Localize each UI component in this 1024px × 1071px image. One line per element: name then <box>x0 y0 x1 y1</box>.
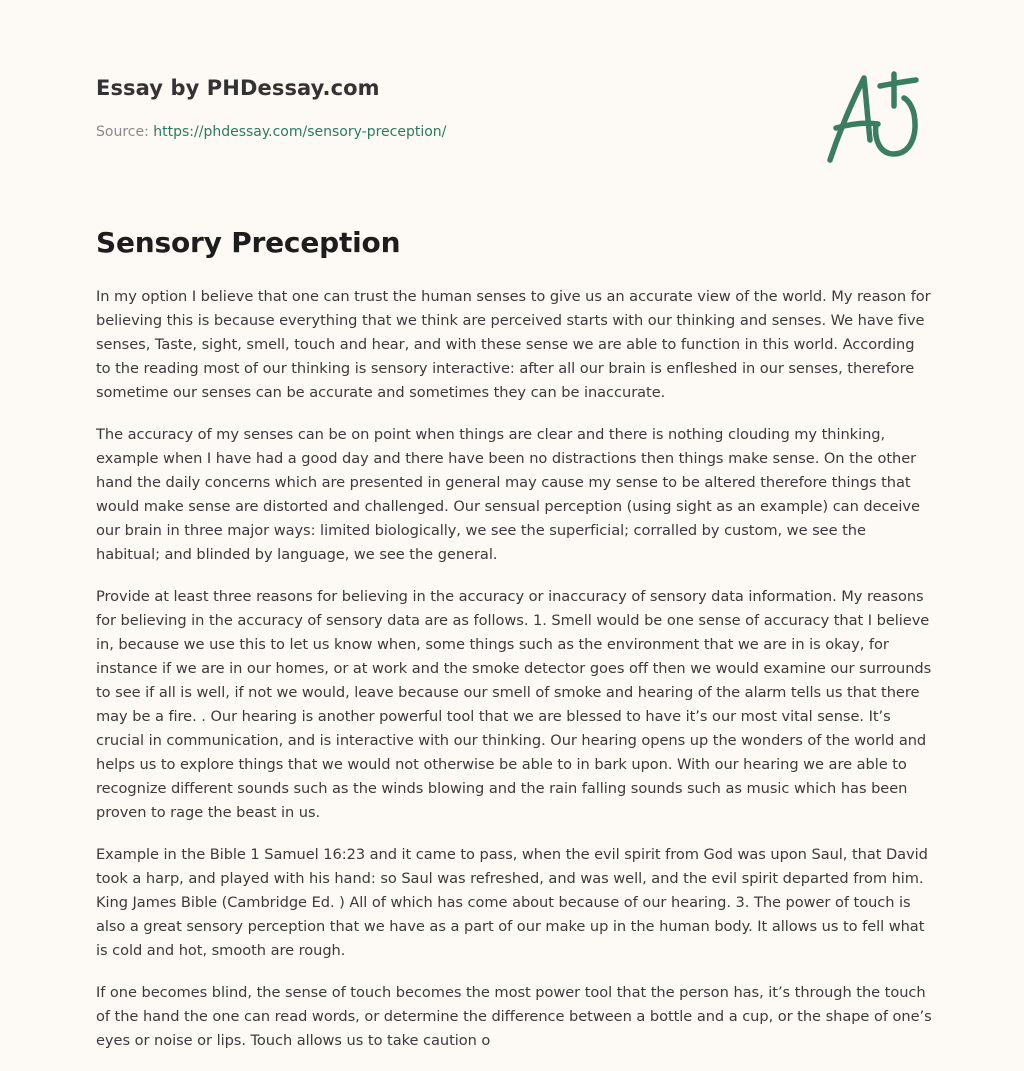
paragraph: Example in the Bible 1 Samuel 16:23 and it came to pass, when the evil spirit from God was upon Saul, that David took a harp, and played with his hand: so Saul was refreshed, and was well, and the evil spirit departed from him. King James Bible (Cambridge Ed. ) All of which has come about because of our hearing. 3. The power of touch is also a great sensory perception that we have as a part of our make up in the human body. It allows us to fell what is cold and hot, smooth are rough. <box>96 846 928 959</box>
paragraph: The accuracy of my senses can be on point when things are clear and there is nothing clouding my thinking, example when I have had a good day and there have been no distractions then things make sense. On the other hand the daily concerns which are presented in general may cause my sense to be altered therefore things that would make sense are distorted and challenged. Our sensual perception (using sight as an example) can deceive our brain in three major ways: limited biologically, we see the superficial; corralled by custom, we see the habitual; and blinded by language, we see the general. <box>96 426 920 563</box>
a-plus-logo-icon <box>824 66 928 166</box>
essay-page <box>96 0 932 1049</box>
page-header <box>96 0 932 200</box>
source-label: Source: <box>96 124 154 140</box>
paragraph: In my option I believe that one can trust the human senses to give us an accurate view of the world. My reason for believing this is because everything that we think are perceived starts with our thinking and senses. We have five senses, Taste, sight, smell, touch and hear, and with these sense we are able to function in this world. According to the reading most of our thinking is sensory interactive: after all our brain is enfleshed in our senses, therefore sometime our senses can be accurate and sometimes they can be inaccurate. <box>96 288 931 401</box>
source-line <box>96 124 446 140</box>
paragraph: If one becomes blind, the sense of touch becomes the most power tool that the person has, it’s through the touch of the hand the one can read words, or determine the difference between a bottle and a cup, or the shape of one’s eyes or noise or lips. Touch allows us to take caution o <box>96 984 932 1049</box>
site-title: Essay by PHDessay.com <box>96 76 380 100</box>
paragraph: Provide at least three reasons for believing in the accuracy or inaccuracy of sensory data information. My reasons for believing in the accuracy of sensory data are as follows. 1. Smell would be one sense of accuracy that I believe in, because we use this to let us know when, some things such as the environment that we are in is okay, for instance if we are in our homes, or at work and the smoke detector goes off then we would examine our surrounds to see if all is well, if not we would, leave because our smell of smoke and hearing of the alarm tells us that there may be a fire. . Our hearing is another powerful tool that we are blessed to have it’s our most vital sense. It’s crucial in communication, and is interactive with our thinking. Our hearing opens up the wonders of the world and helps us to explore things that we would not otherwise be able to in bark upon. With our hearing we are able to recognize different sounds such as the winds blowing and the rain falling sounds such as music which has been proven to rage the beast in us. <box>96 588 932 821</box>
article-title: Sensory Preception <box>96 226 401 259</box>
article-body <box>96 285 932 1071</box>
source-link[interactable]: https://phdessay.com/sensory-preception/ <box>153 124 447 140</box>
